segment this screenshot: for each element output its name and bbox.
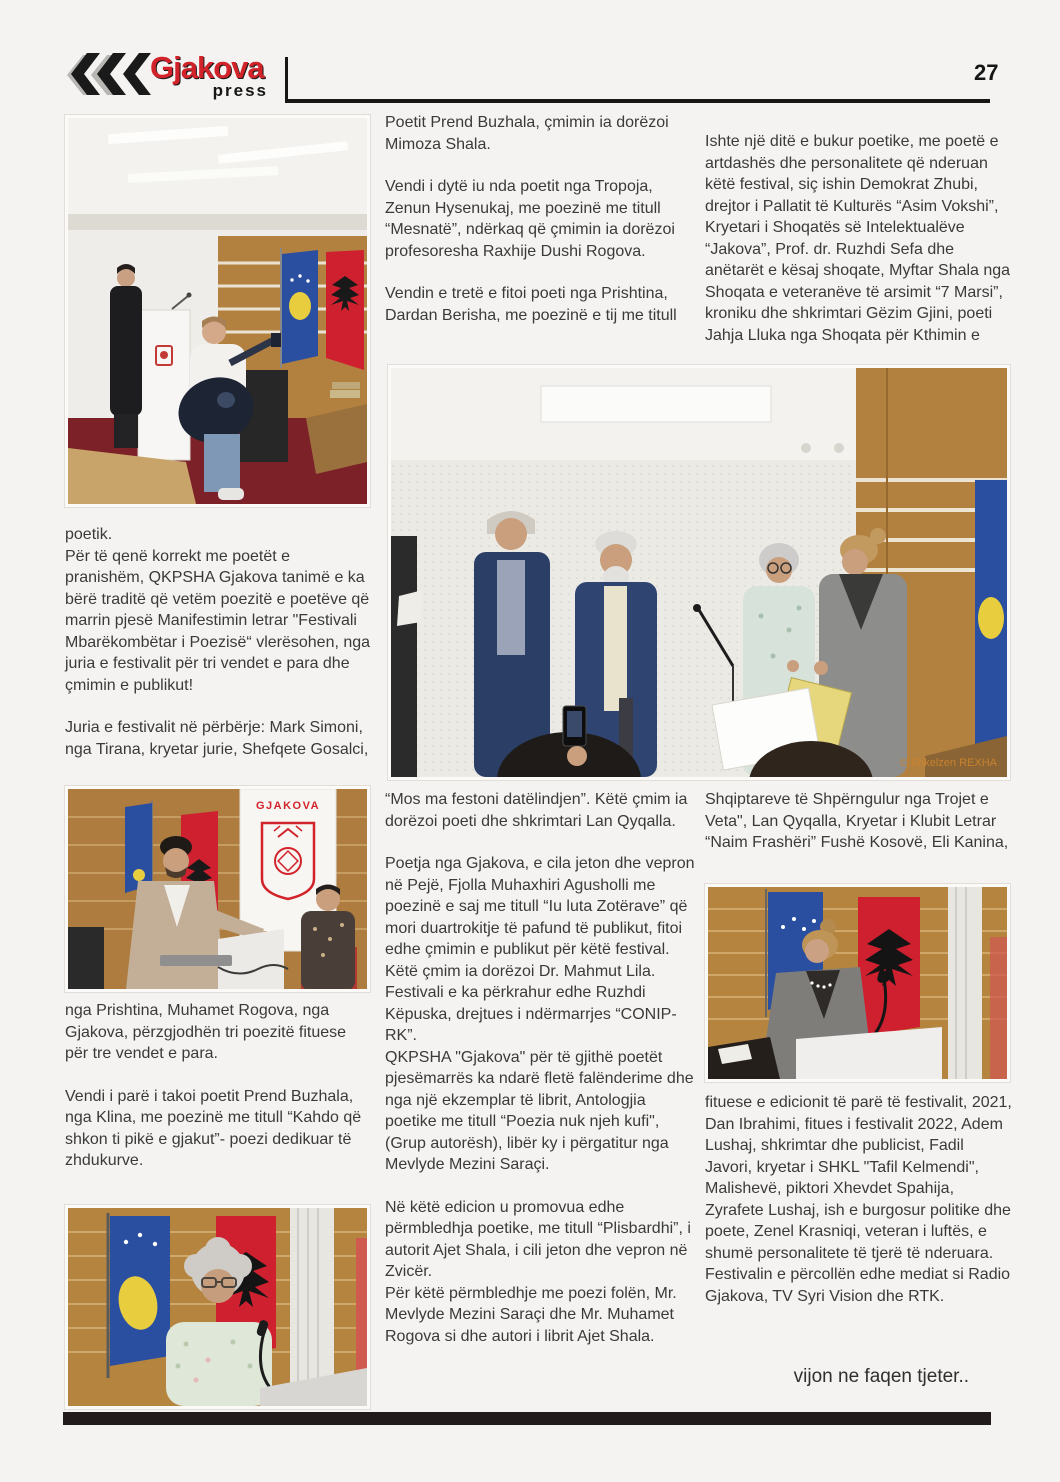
left-column-text-1 xyxy=(65,524,373,781)
banner-label: GJAKOVA xyxy=(255,800,321,812)
brand-subtitle: press xyxy=(212,81,268,100)
kosovo-flag xyxy=(281,248,318,368)
monitor xyxy=(68,927,104,989)
paragraph: “Mos ma festoni datëlindjen”. Këtë çmim ia dorëzoi poeti dhe shkrimtari Lan Qyqalla. xyxy=(385,791,688,830)
paragraph: Juria e festivalit në përbërje: Mark Simoni, nga Tirana, kryetar jurie, Shefqete Gosalci, xyxy=(65,719,369,758)
footer-bar xyxy=(63,1412,991,1425)
paragraph: Shqiptareve të Shpërngulur nga Trojet e Veta", Lan Qyqalla, Kryetar i Klubit Letrar “Naim Frashëri” Fushë Kosovë, Eli Kanina, xyxy=(705,791,1009,851)
paragraph: Vendin e tretë e fitoi poeti nga Prishtina, Dardan Berisha, me poezinë e tij me titull xyxy=(385,285,677,324)
continuation-note: vijon ne faqen tjeter.. xyxy=(793,1366,969,1387)
header-rule xyxy=(285,99,990,103)
left-column-text-2 xyxy=(65,1000,373,1193)
middle-column-text-1 xyxy=(385,112,695,347)
paragraph: nga Prishtina, Muhamet Rogova, nga Gjakova, përzgjodhën tri poezitë fituese për tre vendet e para. xyxy=(65,1002,347,1062)
paragraph: poetik. xyxy=(65,526,113,543)
paragraph: Ishte një ditë e bukur poetike, me poetë e artdashës dhe personalitete që nderuan këtë festival, siç ishin Demokrat Zhubi, drejtor i Pallatit të Kulturës “Asim Vokshi”, Kryetari i Shoqatës së Intelektualëve “Jakova”, Prof. dr. Ruzhdi Sefa dhe anëtarët e kësaj shoqate, Myftar Shala nga Shoqata e veteranëve të arsimit “7 Marsi”, kroniku dhe shkrimtari Gëzim Gjini, poeti Jahja Lluka nga Shoqata për Kthimin e xyxy=(705,133,1011,344)
paragraph: Poetit Prend Buzhala, çmimin ia dorëzoi Mimoza Shala. xyxy=(385,114,669,153)
photo-watermark: © Shkelzen REXHA xyxy=(899,757,997,769)
paragraph: Për këtë përmbledhje me poezi folën, Mr. Mevlyde Mezini Saraçi dhe Mr. Muhamet Rogova si dhe autori i librit Ajet Shala. xyxy=(385,1284,677,1345)
right-column-text-2 xyxy=(705,789,1013,875)
kosovo-flag xyxy=(125,801,152,893)
paragraph: Vendi i parë i takoi poetit Prend Buzhala, nga Klina, me poezinë me titull “Kahdo që shkon ti pikë e gjakut”- poezi dedikuar të zhdukurve. xyxy=(65,1087,362,1169)
header-rule-vertical xyxy=(285,57,288,103)
speaker-woman xyxy=(110,264,142,448)
paragraph: fituese e edicionit të parë të festivalit, 2021, Dan Ibrahimi, fitues i festivalit 2022, Adem Lushaj, shkrimtar dhe publicist, Fadil Javori, kryetar i SHKL "Tafil Kelmendi", Malishevë, piktori Xhevdet Spahija, Zyrafete Lushaj, ish e burgosur politike dhe poete, Zenel Krasniqi, veteran i luftës, e shumë personalitete të tjerë të nderuara. Festivalin e përcollën edhe mediat si Radio Gjakova, TV Syri Vision dhe RTK. xyxy=(705,1094,1012,1305)
albania-flag xyxy=(326,250,364,370)
brand-title: Gjakova xyxy=(150,50,264,85)
paragraph: Vendi i dytë iu nda poetit nga Tropoja, Zenun Hysenukaj, me poezinë me titull “Mesnatë”, ndërkaq që çmimin ia dorëzoi profesoresha Raxhije Dushi Rogova. xyxy=(385,178,675,260)
middle-column-text-2 xyxy=(385,789,695,1368)
kosovo-flag xyxy=(108,1213,170,1378)
paragraph: Poetja nga Gjakova, e cila jeton dhe vepron në Pejë, Fjolla Muhaxhiri Agusholli me poezinë e saj me titull “Iu luta Zotërave” që mori duartrokitje të pafund të publikut, fitoi edhe çmimin e publikut për këtë festival. Këtë çmim ia dorëzoi Dr. Mahmut Lila. xyxy=(385,855,695,980)
photo-girl-guitar-podium xyxy=(65,115,370,507)
photo-award-ceremony xyxy=(388,365,1010,780)
ceiling xyxy=(68,118,367,230)
podium xyxy=(138,293,192,461)
chevrons-logo-icon xyxy=(57,53,151,97)
albania-flag xyxy=(858,897,920,1037)
page-number: 27 xyxy=(974,60,999,85)
photo-elderly-poet-podium xyxy=(65,1205,370,1409)
paragraph: Në këtë edicion u promovua edhe përmbledhja poetike, me titull “Plisbardhi”, i autorit Ajet Shala, i cili jeton dhe vepron në Zvicër. xyxy=(385,1198,691,1280)
paragraph: Festivali e ka përkrahur edhe Ruzhdi Këpuska, drejtues i ndërmarrjes “CONIP-RK”. xyxy=(385,984,677,1044)
right-column-text-1 xyxy=(705,131,1013,367)
paragraph: Për të qenë korrekt me poetët e pranishëm, QKPSHA Gjakova tanimë e ka bërë traditë që vetëm poezitë e poetëve që marrin pjesë Manifestimin letrar "Festivali Mbarëkombëtar i Poezisë“ vlerësohen, nga juria e festivalit për tri vendet e para dhe çmimin e publikut! xyxy=(65,547,371,694)
right-column-text-3 xyxy=(705,1092,1013,1328)
paragraph: QKPSHA "Gjakova" për të gjithë poetët pjesëmarrës ka ndarë fletë falënderime dhe nga një ekzemplar të librit, Antologjia poetike me titull “Poezia nuk njeh kufi", (Grup autorësh), libër ky i përgatitur nga Mevlyde Mezini Saraçi. xyxy=(385,1048,694,1173)
photo-speaker-gjakova-banner xyxy=(65,786,370,992)
kosovo-flag xyxy=(975,480,1007,777)
photo-woman-blazer-podium xyxy=(705,884,1010,1082)
